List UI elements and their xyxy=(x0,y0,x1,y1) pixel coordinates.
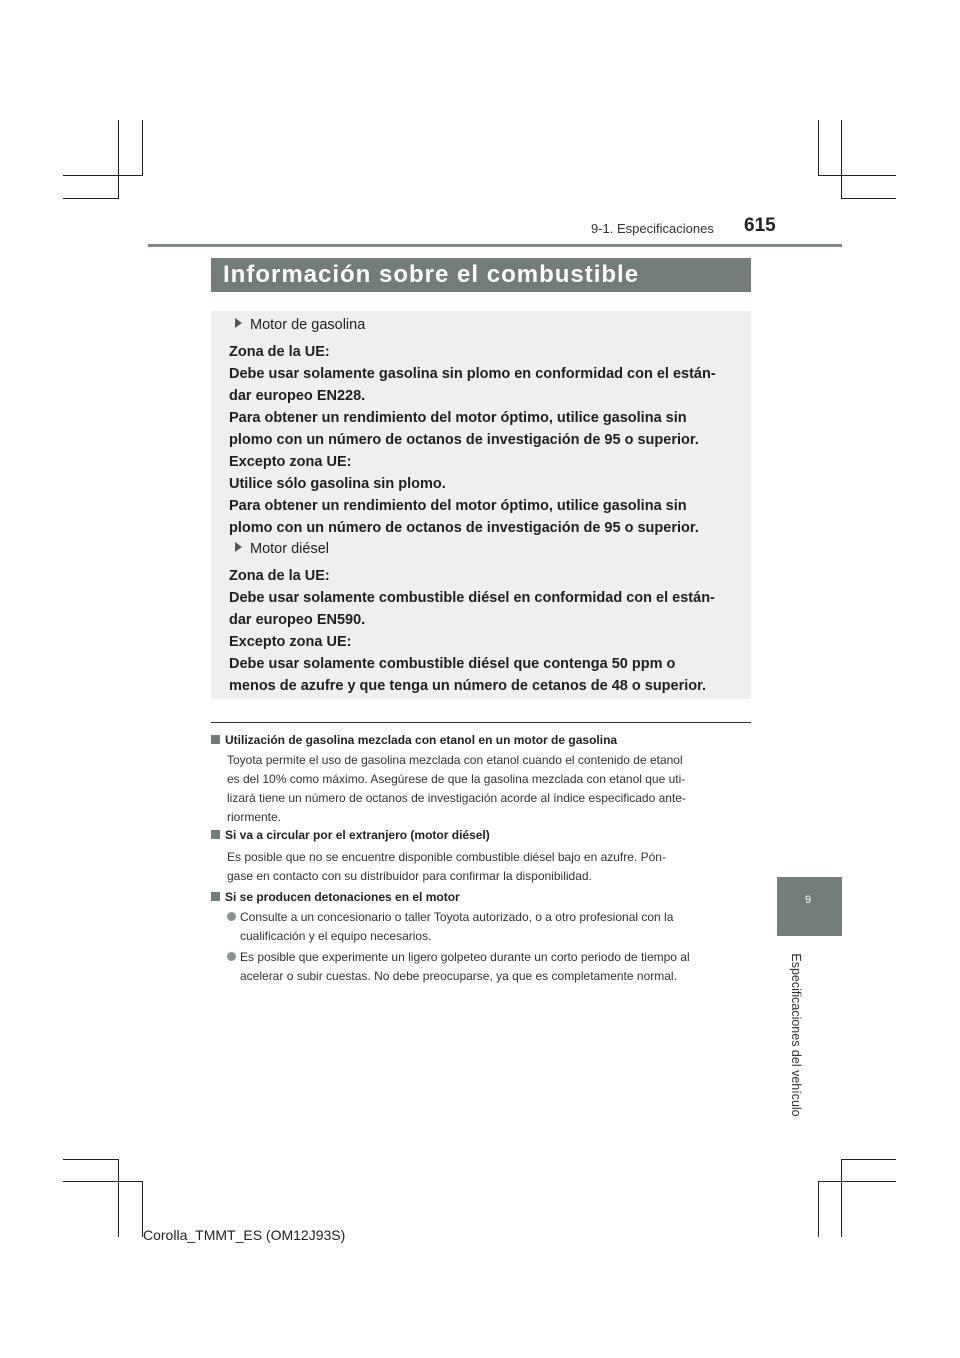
crop-mark xyxy=(63,1181,143,1182)
text-line: Toyota permite el uso de gasolina mezclada con etanol cuando el contenido de etanol xyxy=(227,753,683,767)
text-line: Debe usar solamente gasolina sin plomo en conformidad con el están- xyxy=(229,366,716,382)
fuel-requirements-box xyxy=(211,311,751,699)
crop-mark xyxy=(841,1159,842,1237)
note-body-ethanol xyxy=(227,751,751,827)
crop-mark xyxy=(118,1159,119,1237)
chapter-tab xyxy=(777,877,842,936)
note-heading-abroad xyxy=(211,828,490,842)
text-line: Zona de la UE: xyxy=(229,568,330,584)
square-bullet-icon xyxy=(211,892,220,901)
text-line: riormente. xyxy=(227,810,282,824)
text-line: Debe usar solamente combustible diésel en conformidad con el están- xyxy=(229,590,715,606)
crop-mark xyxy=(841,1159,896,1160)
triangle-bullet-icon xyxy=(235,542,242,552)
text-line: Excepto zona UE: xyxy=(229,454,352,470)
diesel-eu-paragraph xyxy=(229,565,741,631)
gasoline-non-eu-paragraph xyxy=(229,451,741,539)
text-line: Utilice sólo gasolina sin plomo. xyxy=(229,476,446,492)
text-line: Para obtener un rendimiento del motor óptimo, utilice gasolina sin xyxy=(229,498,687,514)
note-body-abroad xyxy=(227,848,751,886)
text-line: Es posible que experimente un ligero golpeteo durante un corto periodo de tiempo al xyxy=(240,950,690,964)
note-heading-text: Si va a circular por el extranjero (motor diésel) xyxy=(225,828,490,842)
notes-divider xyxy=(211,722,751,723)
text-line: dar europeo EN228. xyxy=(229,388,366,404)
text-line: Para obtener un rendimiento del motor óptimo, utilice gasolina sin xyxy=(229,410,687,426)
gasoline-eu-paragraph xyxy=(229,341,741,451)
gasoline-engine-label xyxy=(235,317,365,333)
page-number: 615 xyxy=(744,215,776,236)
text-line: lizará tiene un número de octanos de investigación acorde al índice especificado ante- xyxy=(227,791,686,805)
square-bullet-icon xyxy=(211,830,220,839)
crop-mark xyxy=(818,120,819,176)
crop-mark xyxy=(63,198,119,199)
crop-mark xyxy=(818,1181,819,1237)
header-divider xyxy=(148,244,842,247)
crop-mark xyxy=(63,1159,119,1160)
text-line: Es posible que no se encuentre disponible combustible diésel bajo en azufre. Pón- xyxy=(227,850,666,864)
round-bullet-icon xyxy=(227,952,236,961)
square-bullet-icon xyxy=(211,735,220,744)
crop-mark xyxy=(63,175,143,176)
crop-mark xyxy=(818,175,896,176)
note-heading-ethanol xyxy=(211,733,617,747)
text-line: plomo con un número de octanos de investigación de 95 o superior. xyxy=(229,432,699,448)
text-line: gase en contacto con su distribuidor para confirmar la disponibilidad. xyxy=(227,869,592,883)
crop-mark xyxy=(841,120,842,198)
triangle-bullet-icon xyxy=(235,318,242,328)
chapter-title-vertical xyxy=(786,950,806,1120)
crop-mark xyxy=(818,1181,896,1182)
footer-document-code: Corolla_TMMT_ES (OM12J93S) xyxy=(143,1227,346,1243)
bullet-text xyxy=(240,948,751,986)
text-line: Zona de la UE: xyxy=(229,344,330,360)
note-heading-knocking xyxy=(211,890,460,904)
text-line: acelerar o subir cuestas. No debe preocuparse, ya que es completamente normal. xyxy=(240,969,677,983)
gasoline-engine-text: Motor de gasolina xyxy=(250,317,366,333)
page-title: Información sobre el combustible xyxy=(223,261,640,288)
diesel-engine-text: Motor diésel xyxy=(250,541,329,557)
crop-mark xyxy=(841,198,896,199)
text-line: es del 10% como máximo. Asegúrese de que la gasolina mezclada con etanol que uti- xyxy=(227,772,686,786)
text-line: Consulte a un concesionario o taller Toyota autorizado, o a otro profesional con la xyxy=(240,910,674,924)
chapter-number: 9 xyxy=(805,894,812,906)
text-line: dar europeo EN590. xyxy=(229,612,366,628)
diesel-non-eu-paragraph xyxy=(229,631,741,697)
chapter-title: Especificaciones del vehículo xyxy=(789,953,803,1117)
note-heading-text: Si se producen detonaciones en el motor xyxy=(225,890,460,904)
page-title-bar xyxy=(211,258,751,292)
text-line: plomo con un número de octanos de investigación de 95 o superior. xyxy=(229,520,699,536)
text-line: menos de azufre y que tenga un número de cetanos de 48 o superior. xyxy=(229,678,707,694)
text-line: Excepto zona UE: xyxy=(229,634,352,650)
section-label: 9-1. Especificaciones xyxy=(591,221,714,236)
crop-mark xyxy=(118,120,119,198)
round-bullet-icon xyxy=(227,912,236,921)
bullet-text xyxy=(240,908,751,946)
text-line: cualificación y el equipo necesarios. xyxy=(240,929,432,943)
text-line: Debe usar solamente combustible diésel que contenga 50 ppm o xyxy=(229,656,676,672)
note-heading-text: Utilización de gasolina mezclada con etanol en un motor de gasolina xyxy=(225,733,618,747)
diesel-engine-label xyxy=(235,541,329,557)
crop-mark xyxy=(142,120,143,176)
